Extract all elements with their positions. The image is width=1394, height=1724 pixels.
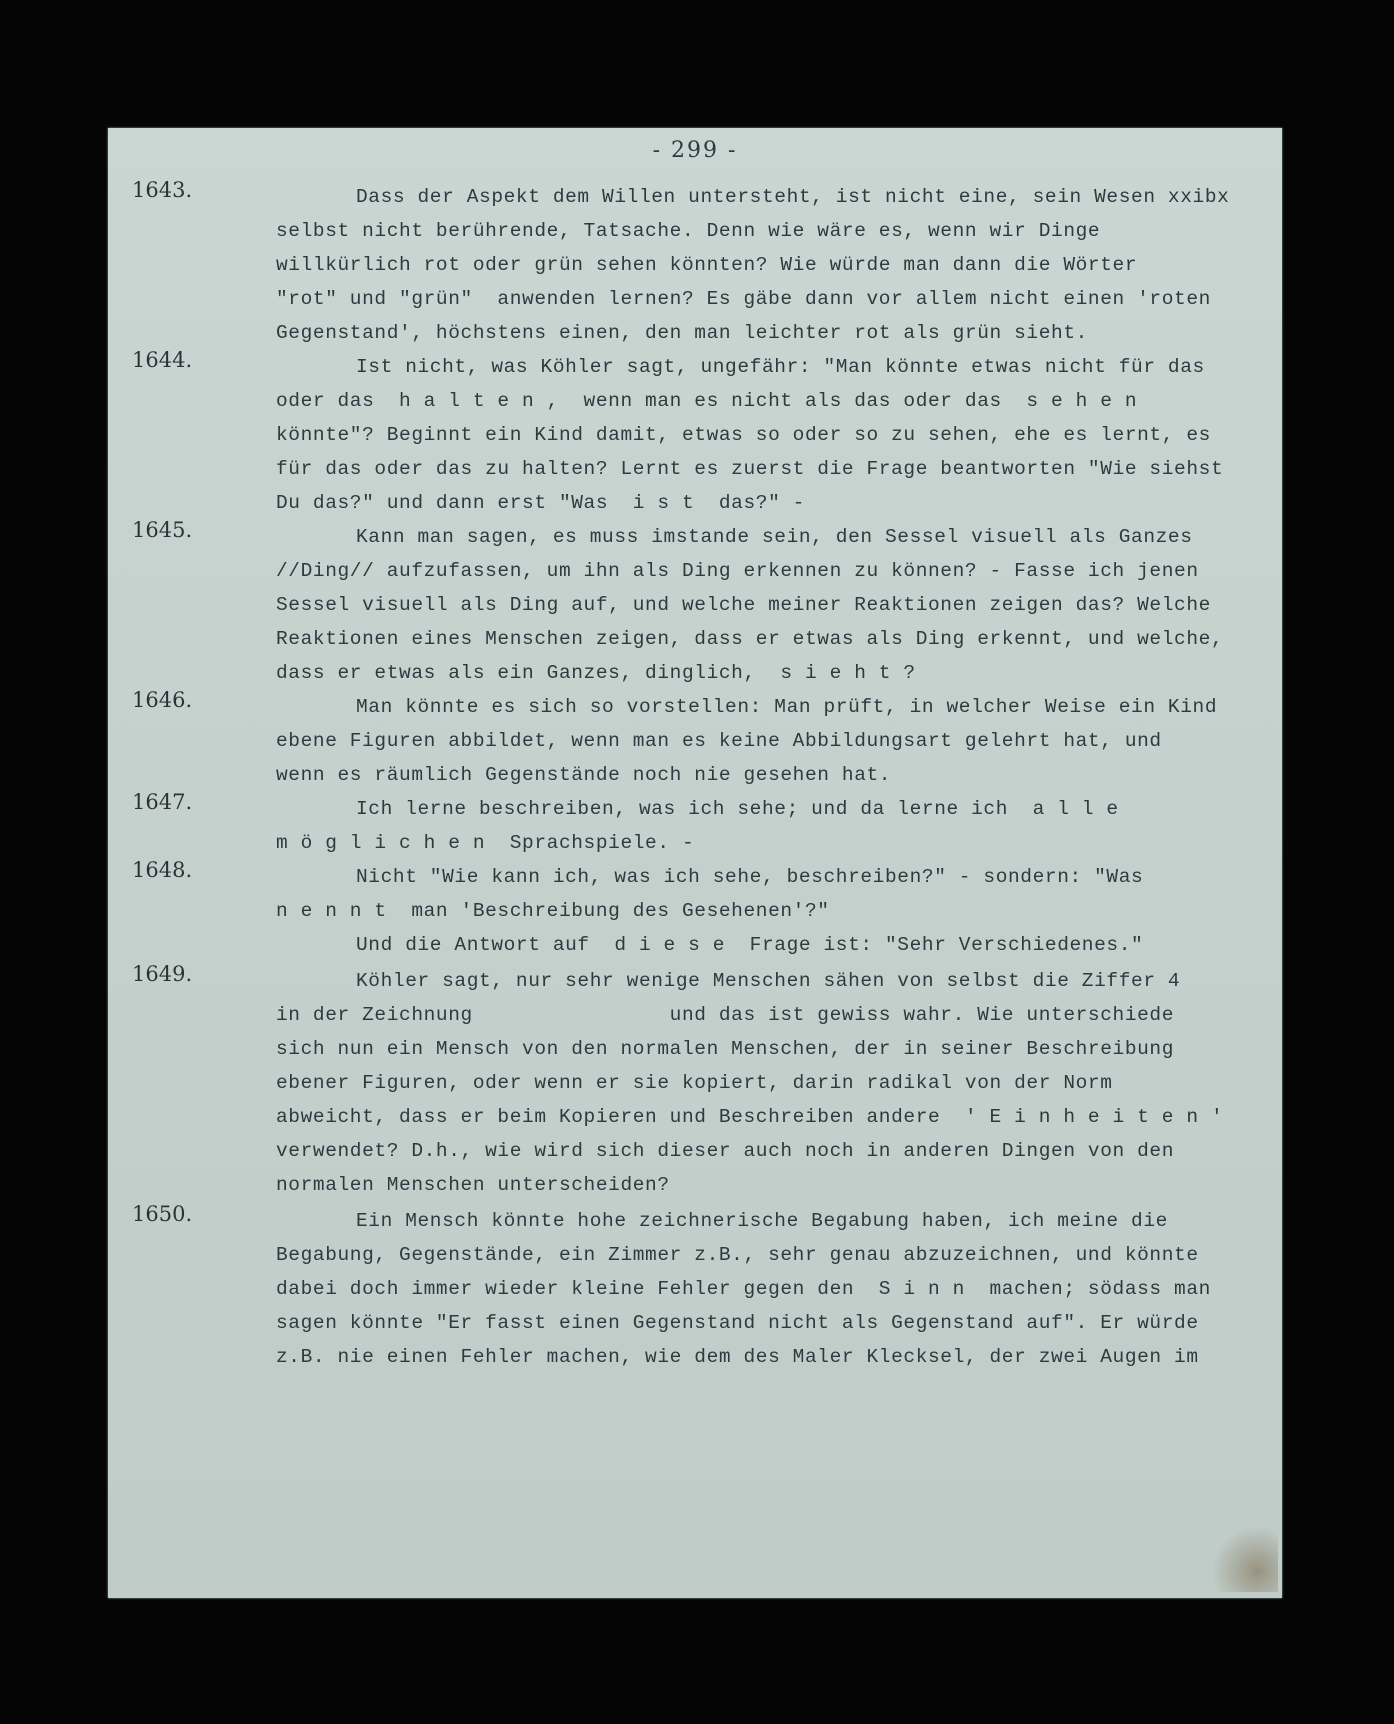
text-line: Du das?" und dann erst "Was i s t das?" - xyxy=(276,492,805,514)
text-line: n e n n t man 'Beschreibung des Gesehenen'?" xyxy=(276,900,830,922)
text-line: Ich lerne beschreiben, was ich sehe; und da lerne ich a l l e xyxy=(356,798,1119,820)
typescript-page xyxy=(108,128,1282,1598)
text-line: normalen Menschen unterscheiden? xyxy=(276,1174,670,1196)
text-line: ebener Figuren, oder wenn er sie kopiert, darin radikal von der Norm xyxy=(276,1072,1113,1094)
text-line: Begabung, Gegenstände, ein Zimmer z.B., sehr genau abzuzeichnen, und könnte xyxy=(276,1244,1199,1266)
text-line: ebene Figuren abbildet, wenn man es keine Abbildungsart gelehrt hat, und xyxy=(276,730,1162,752)
text-line: dass er etwas als ein Ganzes, dinglich, s i e h t ? xyxy=(276,662,916,684)
text-line: könnte"? Beginnt ein Kind damit, etwas so oder so zu sehen, ehe es lernt, es xyxy=(276,424,1211,446)
text-line: oder das h a l t e n , wenn man es nicht als das oder das s e h e n xyxy=(276,390,1138,412)
text-line: abweicht, dass er beim Kopieren und Beschreiben andere ' E i n h e i t e n ' xyxy=(276,1106,1224,1128)
text-line: z.B. nie einen Fehler machen, wie dem des Maler Klecksel, der zwei Augen im xyxy=(276,1346,1199,1368)
text-line: Reaktionen eines Menschen zeigen, dass er etwas als Ding erkennt, und welche, xyxy=(276,628,1224,650)
entry-number-1644: 1644. xyxy=(132,348,193,372)
entry-number-1649: 1649. xyxy=(132,962,193,986)
entry-number-1650: 1650. xyxy=(132,1202,193,1226)
page-number: - 299 - xyxy=(652,138,738,163)
text-line: Kann man sagen, es muss imstande sein, den Sessel visuell als Ganzes xyxy=(356,526,1193,548)
text-line: selbst nicht berührende, Tatsache. Denn wie wäre es, wenn wir Dinge xyxy=(276,220,1101,242)
text-line: Köhler sagt, nur sehr wenige Menschen sähen von selbst die Ziffer 4 xyxy=(356,970,1181,992)
text-line: Ein Mensch könnte hohe zeichnerische Begabung haben, ich meine die xyxy=(356,1210,1168,1232)
text-line: Und die Antwort auf d i e s e Frage ist: "Sehr Verschiedenes." xyxy=(356,934,1144,956)
text-line: sich nun ein Mensch von den normalen Menschen, der in seiner Beschreibung xyxy=(276,1038,1175,1060)
entry-number-1643: 1643. xyxy=(132,178,193,202)
text-line: in der Zeichnung und das ist gewiss wahr. Wie unterschiede xyxy=(276,1004,1175,1026)
text-line: wenn es räumlich Gegenstände noch nie gesehen hat. xyxy=(276,764,892,786)
text-line: m ö g l i c h e n Sprachspiele. - xyxy=(276,832,695,854)
text-line: dabei doch immer wieder kleine Fehler gegen den S i n n machen; södass man xyxy=(276,1278,1211,1300)
text-line: willkürlich rot oder grün sehen könnten? Wie würde man dann die Wörter xyxy=(276,254,1138,276)
text-line: Gegenstand', höchstens einen, den man leichter rot als grün sieht. xyxy=(276,322,1088,344)
text-line: //Ding// aufzufassen, um ihn als Ding erkennen zu können? - Fasse ich jenen xyxy=(276,560,1199,582)
text-line: verwendet? D.h., wie wird sich dieser auch noch in anderen Dingen von den xyxy=(276,1140,1175,1162)
paper-stain xyxy=(1208,1522,1278,1592)
entry-number-1645: 1645. xyxy=(132,518,193,542)
entry-number-1646: 1646. xyxy=(132,688,193,712)
entry-number-1647: 1647. xyxy=(132,790,193,814)
text-line: Man könnte es sich so vorstellen: Man prüft, in welcher Weise ein Kind xyxy=(356,696,1218,718)
text-line: Dass der Aspekt dem Willen untersteht, ist nicht eine, sein Wesen xxibx xyxy=(356,186,1230,208)
text-line: Ist nicht, was Köhler sagt, ungefähr: "Man könnte etwas nicht für das xyxy=(356,356,1205,378)
text-line: Sessel visuell als Ding auf, und welche meiner Reaktionen zeigen das? Welche xyxy=(276,594,1211,616)
text-line: sagen könnte "Er fasst einen Gegenstand nicht als Gegenstand auf". Er würde xyxy=(276,1312,1199,1334)
text-line: Nicht "Wie kann ich, was ich sehe, beschreiben?" - sondern: "Was xyxy=(356,866,1144,888)
text-line: "rot" und "grün" anwenden lernen? Es gäbe dann vor allem nicht einen 'roten xyxy=(276,288,1211,310)
text-line: für das oder das zu halten? Lernt es zuerst die Frage beantworten "Wie siehst xyxy=(276,458,1224,480)
entry-number-1648: 1648. xyxy=(132,858,193,882)
